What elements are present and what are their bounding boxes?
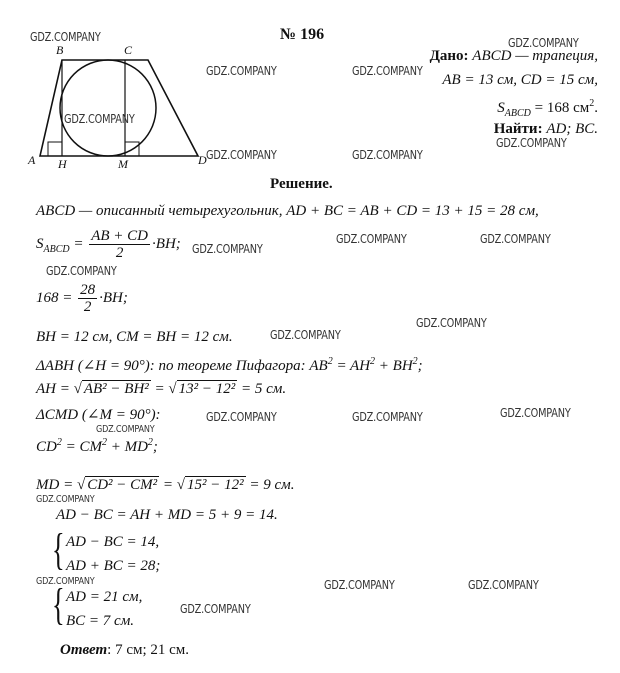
solution-line-4: BH = 12 см, CM = BH = 12 см. [36,329,233,345]
watermark: GDZ.COMPANY [352,410,423,424]
solution-line-5 [36,353,423,375]
l9-root-2: 15² − 12² [187,477,244,493]
system-1-eq-1: AD − BC = 14, [66,534,160,550]
watermark: GDZ.COMPANY [30,30,101,44]
watermark: GDZ.COMPANY [64,112,135,126]
watermark: GDZ.COMPANY [206,410,277,424]
given-text-1: ABCD — трапеция, [472,48,598,64]
area-symbol: S [36,235,44,252]
label-h: H [58,157,67,170]
l6c: = 5 см. [237,381,287,397]
trapezoid-outline [40,60,198,156]
inscribed-circle [60,60,156,156]
given-line-3 [497,95,598,123]
l5-sup-1: 2 [327,356,333,367]
watermark: GDZ.COMPANY [480,232,551,246]
solution-line-1: ABCD — описанный четырехугольник, AD + BC = AB + CD = 13 + 15 = 28 см, [36,203,539,219]
solution-line-9: MD = √ CD² − CM² = √ 15² − 12² = 9 см. [36,477,295,493]
l8a: CD [36,439,57,455]
answer-text: : 7 см; 21 см. [107,642,190,658]
area-sub: ABCD [43,243,70,255]
given-area-value: = 168 см [530,100,590,116]
l8-sup-3: 2 [147,437,153,448]
right-angle-h [48,142,62,156]
watermark: GDZ.COMPANY [416,316,487,330]
find-heading: Найти [493,121,538,137]
watermark: GDZ.COMPANY [96,424,155,435]
system-2-brace: { [52,580,65,629]
solution-line-6: AH = √ AB² − BH² = √ 13² − 12² = 5 см. [36,381,287,397]
l5-sup-3: 2 [412,356,418,367]
watermark: GDZ.COMPANY [206,148,277,162]
area-fraction-den: 2 [115,245,124,261]
watermark: GDZ.COMPANY [336,232,407,246]
given-area-sup: 2 [589,98,595,109]
l3-num: 28 [80,282,96,298]
given-line-1: Дано: ABCD — трапеция, [429,48,598,64]
label-m: M [118,157,128,170]
given-area-symbol: S [497,100,505,116]
l5d: ; [417,358,423,374]
l8c: + MD [106,439,148,455]
l3-fraction [78,282,97,315]
l9b: = [159,477,177,493]
l8b: = CM [61,439,102,455]
label-c: C [124,43,133,57]
area-fraction [89,228,150,261]
l9-root-1: CD² − CM² [87,477,158,493]
l5b: = AH [332,358,371,374]
l3-den: 2 [83,299,92,315]
l8d: ; [152,439,158,455]
system-1-brace: { [52,525,65,574]
solution-line-2 [36,228,181,261]
l6b: = [150,381,169,397]
l5c: + BH [375,358,413,374]
watermark: GDZ.COMPANY [468,578,539,592]
solution-line-10: AD − BC = AH + MD = 5 + 9 = 14. [56,507,278,523]
watermark: GDZ.COMPANY [352,148,423,162]
watermark: GDZ.COMPANY [206,64,277,78]
l6-root-2: 13² − 12² [178,381,236,397]
answer-line [60,641,189,659]
given-line-2: AB = 13 см, CD = 15 см, [442,72,598,88]
l6a: AH = [36,381,74,397]
label-b: B [56,43,64,57]
l9a: MD = [36,477,77,493]
watermark: GDZ.COMPANY [352,64,423,78]
watermark: GDZ.COMPANY [36,494,95,505]
solution-line-3 [36,282,128,315]
area-eq: = [69,235,88,252]
watermark: GDZ.COMPANY [36,576,95,587]
trapezoid-figure [20,40,220,170]
area-fraction-num: AB + CD [91,228,149,244]
label-a: A [28,153,36,167]
given-area-end: . [594,100,598,116]
find-text: AD; BC. [546,121,598,137]
system-1-eq-2: AD + BC = 28; [66,558,161,574]
watermark: GDZ.COMPANY [46,264,117,278]
find-line: Найти: AD; BC. [493,121,598,137]
system-2-eq-1: AD = 21 см, [66,589,143,605]
l5-sup-2: 2 [370,356,376,367]
l8-sup-2: 2 [101,437,107,448]
l3-left: 168 = [36,289,77,306]
given-heading: Дано [429,48,464,64]
watermark: GDZ.COMPANY [496,136,567,150]
solution-line-8 [36,434,158,456]
watermark: GDZ.COMPANY [500,406,571,420]
watermark: GDZ.COMPANY [270,328,341,342]
system-2-eq-2: BC = 7 см. [66,613,135,629]
l5a: ΔABH (∠H = 90°): по теореме Пифагора: AB [36,358,328,374]
watermark: GDZ.COMPANY [192,242,263,256]
given-area-sub: ABCD [504,108,531,119]
l9c: = 9 см. [245,477,295,493]
solution-heading: Решение. [270,176,333,192]
l8-sup-1: 2 [56,437,62,448]
problem-number: № 196 [280,26,325,43]
watermark: GDZ.COMPANY [508,36,579,50]
watermark: GDZ.COMPANY [324,578,395,592]
area-right: ·BH; [152,235,181,252]
label-d: D [198,153,207,167]
l6-root-1: AB² − BH² [83,381,149,397]
solution-line-7: ΔCMD (∠M = 90°): [36,407,161,423]
watermark: GDZ.COMPANY [180,602,251,616]
answer-label: Ответ [60,642,108,658]
l3-right: ·BH; [99,289,128,306]
